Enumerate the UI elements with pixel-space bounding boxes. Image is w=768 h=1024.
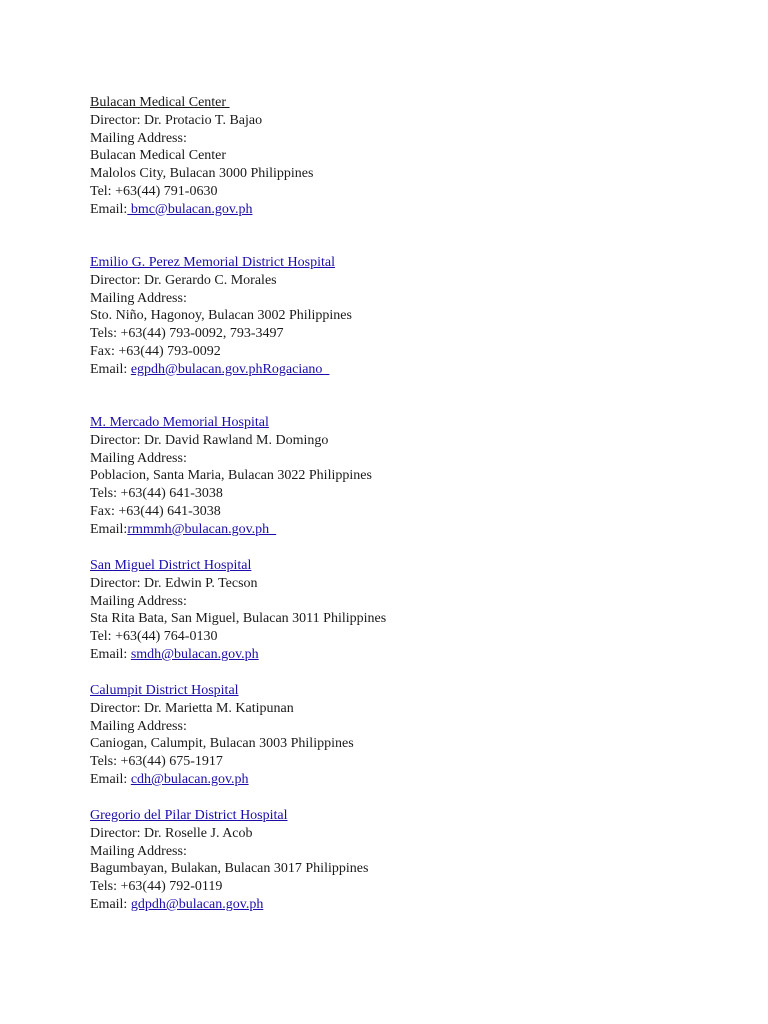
director-line: Director: Dr. Protacio T. Bajao	[90, 112, 263, 128]
director-line: Director: Dr. Gerardo C. Morales	[90, 272, 277, 288]
email-link[interactable]: egpdh@bulacan.gov.phRogaciano	[130, 361, 330, 377]
email-link[interactable]: bmc@bulacan.gov.ph	[127, 201, 253, 217]
address-line: Malolos City, Bulacan 3000 Philippines	[90, 166, 314, 182]
email-label: Email:	[90, 771, 128, 787]
mailing-address-label: Mailing Address:	[90, 718, 187, 734]
address-line: Bagumbayan, Bulakan, Bulacan 3017 Philippines	[90, 861, 369, 877]
address-line: Bulacan Medical Center	[90, 148, 227, 164]
phone-line: Tel: +63(44) 764-0130	[90, 629, 218, 645]
email-link[interactable]: gdpdh@bulacan.gov.ph	[130, 896, 264, 912]
hospital-entry	[90, 557, 386, 664]
phone-line: Tels: +63(44) 675-1917	[90, 754, 223, 770]
email-label: Email:	[90, 896, 128, 912]
mailing-address-label: Mailing Address:	[90, 843, 187, 859]
email-label: Email:	[90, 201, 128, 217]
director-line: Director: Dr. David Rawland M. Domingo	[90, 432, 329, 448]
email-label: Email:	[90, 361, 128, 377]
hospital-name-link[interactable]: Calumpit District Hospital	[90, 683, 239, 698]
address-line: Caniogan, Calumpit, Bulacan 3003 Philippines	[90, 736, 354, 752]
director-line: Director: Dr. Marietta M. Katipunan	[90, 700, 294, 716]
email-label: Email:	[90, 646, 128, 662]
hospital-entry	[90, 807, 368, 914]
director-line: Director: Dr. Roselle J. Acob	[90, 825, 253, 841]
fax-line: Fax: +63(44) 641-3038	[90, 503, 221, 519]
fax-line: Fax: +63(44) 793-0092	[90, 343, 221, 359]
phone-line: Tels: +63(44) 793-0092, 793-3497	[90, 326, 284, 342]
phone-line: Tels: +63(44) 641-3038	[90, 486, 223, 502]
email-link[interactable]: rmmmh@bulacan.gov.ph	[127, 521, 277, 537]
hospital-name: Bulacan Medical Center	[90, 95, 230, 110]
email-link[interactable]: smdh@bulacan.gov.ph	[130, 646, 259, 662]
mailing-address-label: Mailing Address:	[90, 593, 187, 609]
hospital-entry	[90, 682, 354, 789]
hospital-entry	[90, 94, 313, 219]
mailing-address-label: Mailing Address:	[90, 450, 187, 466]
hospital-name-link[interactable]: San Miguel District Hospital	[90, 558, 252, 573]
mailing-address-label: Mailing Address:	[90, 130, 187, 146]
hospital-name-link[interactable]: Emilio G. Perez Memorial District Hospital	[90, 255, 335, 270]
hospital-name-link[interactable]: Gregorio del Pilar District Hospital	[90, 808, 288, 823]
mailing-address-label: Mailing Address:	[90, 290, 187, 306]
address-line: Sta Rita Bata, San Miguel, Bulacan 3011 Philippines	[90, 611, 387, 627]
hospital-entry	[90, 254, 352, 379]
director-line: Director: Dr. Edwin P. Tecson	[90, 575, 258, 591]
phone-line: Tels: +63(44) 792-0119	[90, 879, 223, 895]
hospital-entry	[90, 414, 372, 539]
email-link[interactable]: cdh@bulacan.gov.ph	[130, 771, 249, 787]
phone-line: Tel: +63(44) 791-0630	[90, 183, 218, 199]
hospital-name-link[interactable]: M. Mercado Memorial Hospital	[90, 415, 269, 430]
email-label: Email:	[90, 521, 128, 537]
address-line: Sto. Niño, Hagonoy, Bulacan 3002 Philippines	[90, 308, 352, 324]
address-line: Poblacion, Santa Maria, Bulacan 3022 Philippines	[90, 468, 372, 484]
